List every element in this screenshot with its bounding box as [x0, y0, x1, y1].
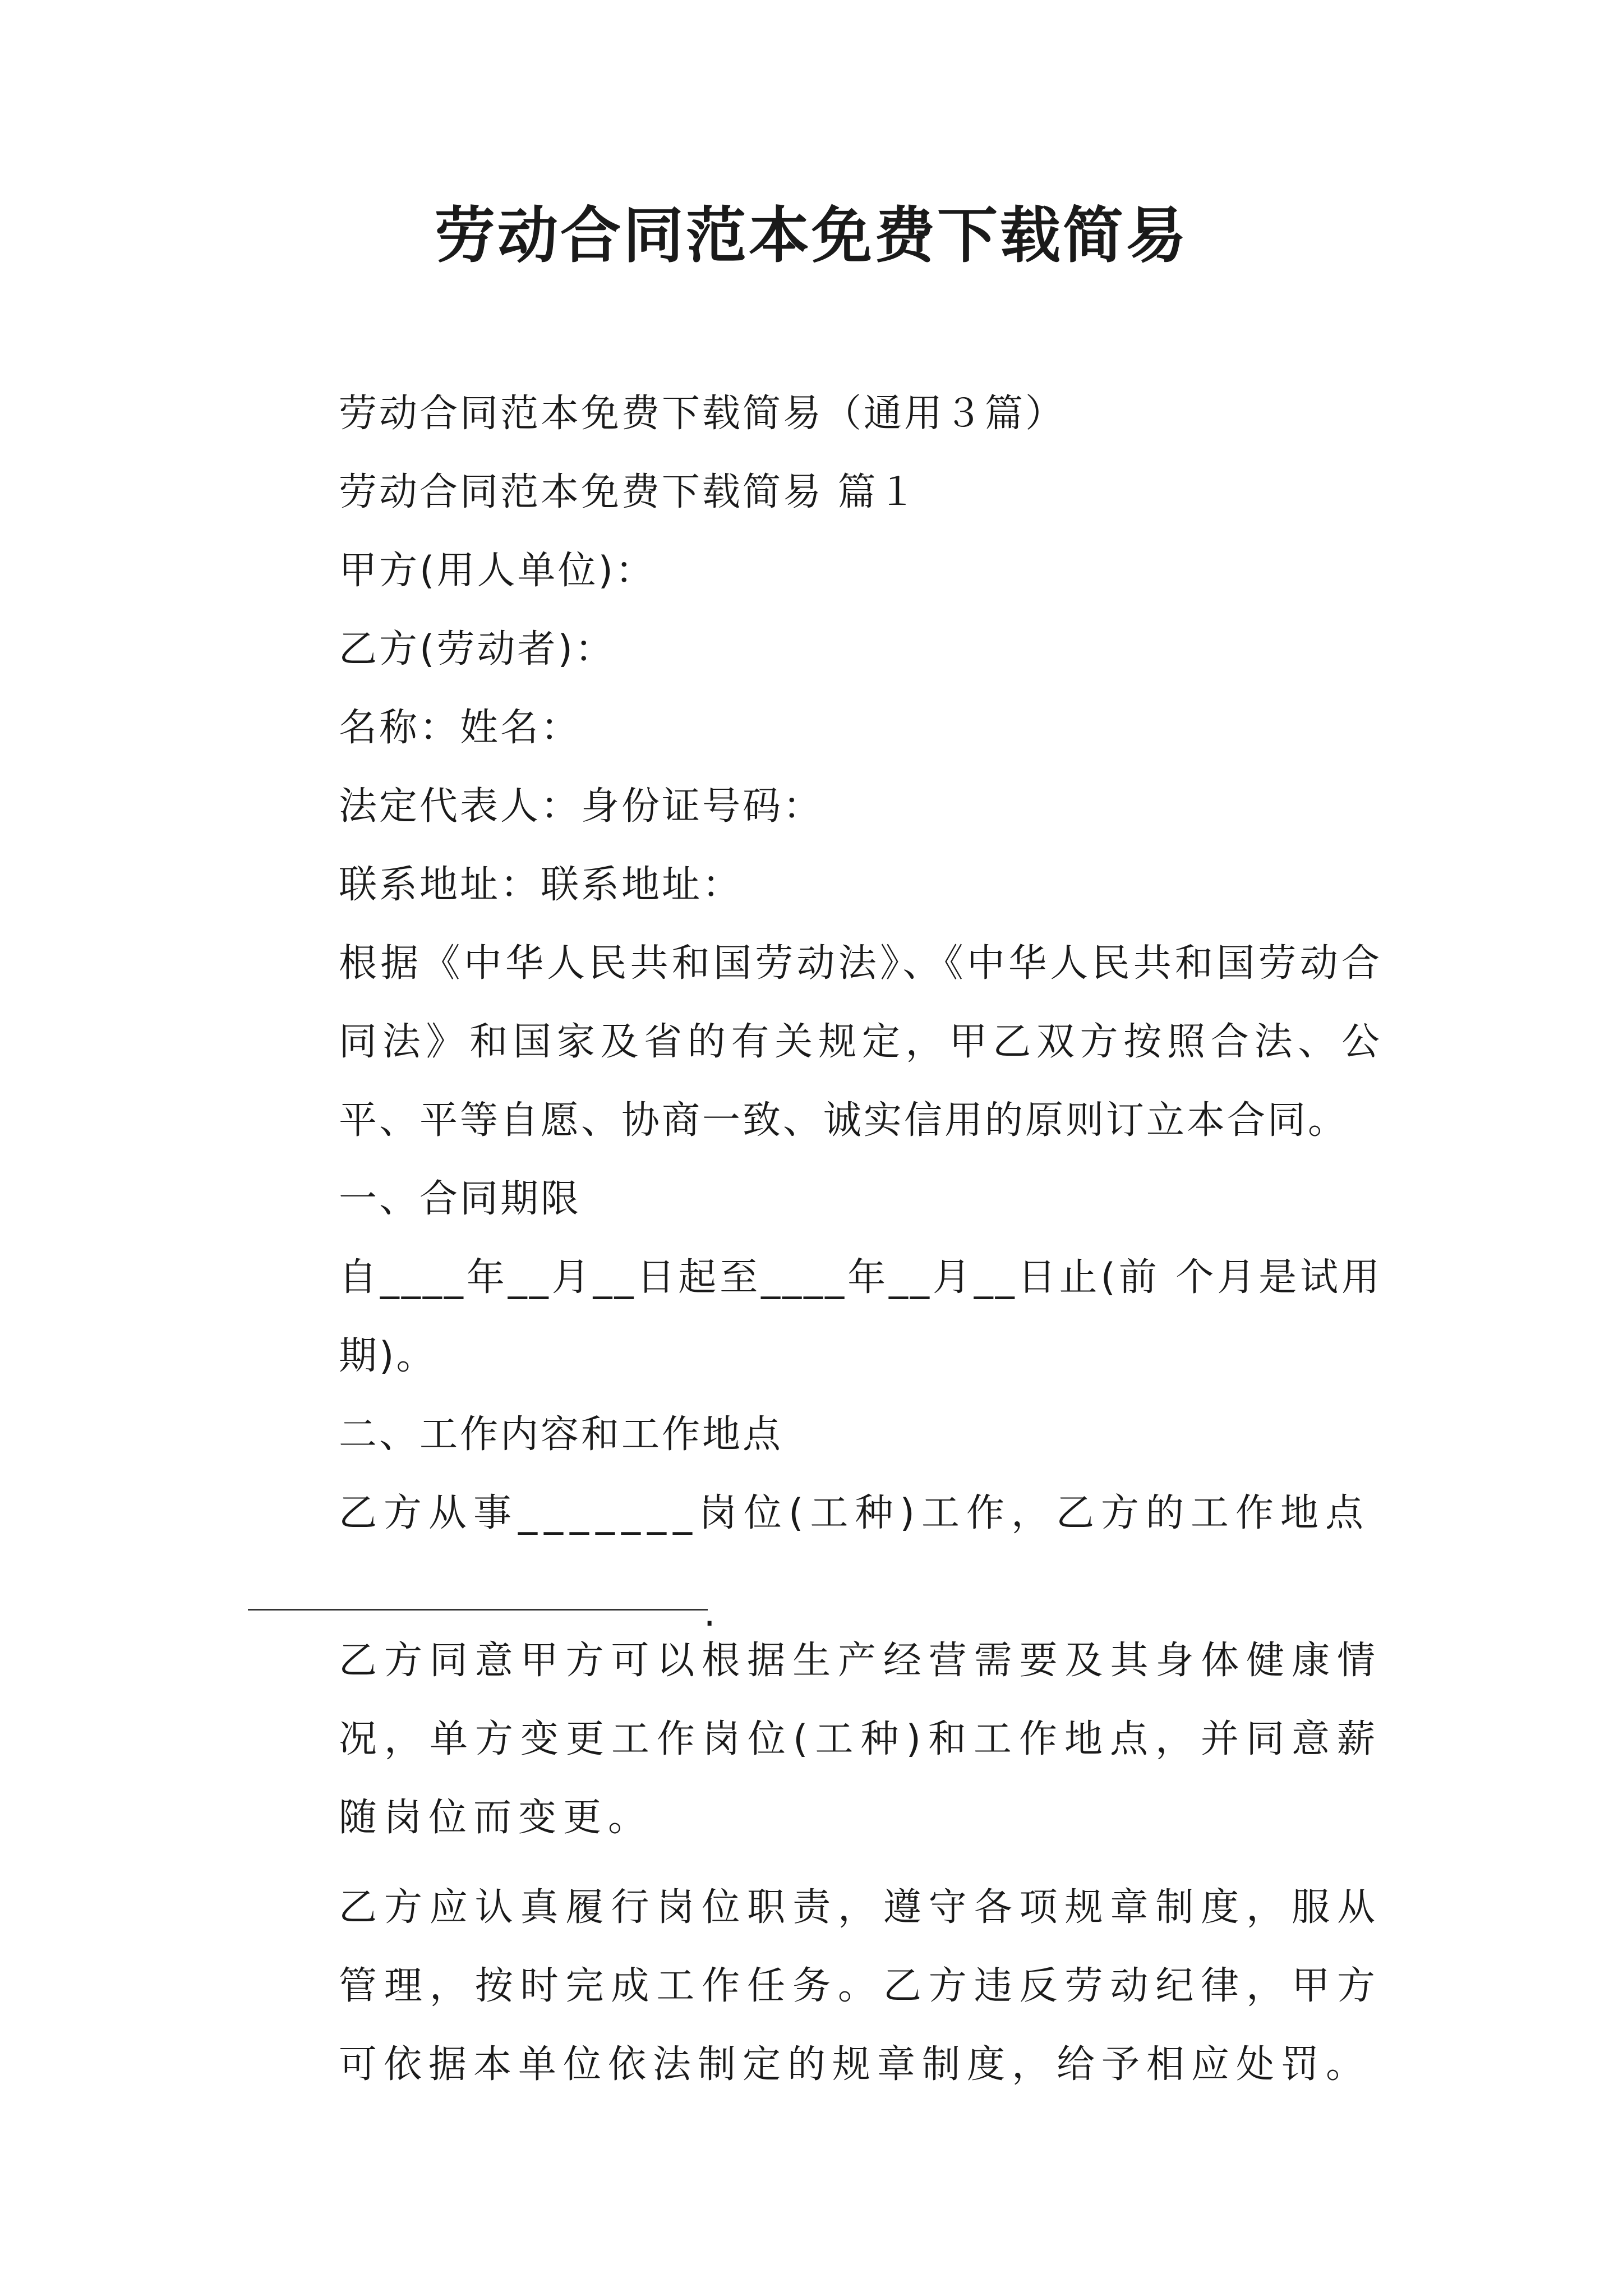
work-location-blank — [248, 1591, 718, 1635]
paragraph-position-change: 乙方同意甲方可以根据生产经营需要及其身体健康情况，单方变更工作岗位(工种)和工作地点，并同意薪随岗位而变更。 — [339, 1639, 1382, 1840]
paragraph-duties: 乙方应认真履行岗位职责，遵守各项规章制度，服从管理，按时完成工作任务。乙方违反劳动纪律，甲方可依据本单位依法制定的规章制度，给予相应处罚。 — [339, 1885, 1382, 2087]
paragraph-work-position: 乙方从事_______岗位(工种)工作，乙方的工作地点 — [339, 1491, 1371, 1535]
paragraph-party-a: 甲方(用人单位)： — [339, 549, 656, 593]
document-body — [248, 375, 1382, 2104]
heading-work-content: 二、工作内容和工作地点 — [339, 1412, 783, 1457]
paragraph-contract-term: 自____年__月__日起至____年__月__日止(前 个月是试用期)。 — [339, 1255, 1382, 1378]
paragraph-representative-fields: 法定代表人：身份证号码： — [339, 784, 824, 829]
paragraph-subtitle: 劳动合同范本免费下载简易（通用３篇） — [339, 392, 1066, 436]
paragraph-legal-basis: 根据《中华人民共和国劳动法》、《中华人民共和国劳动合同法》和国家及省的有关规定，甲乙双方按照合法、公平、平等自愿、协商一致、诚实信用的原则订立本合同。 — [339, 941, 1382, 1143]
paragraph-address-fields: 联系地址：联系地址： — [339, 863, 743, 907]
document-title: 劳动合同范本免费下载简易 — [434, 200, 1188, 271]
paragraph-section-heading: 劳动合同范本免费下载简易 篇１ — [339, 470, 919, 514]
work-location-period: . — [703, 1591, 718, 1635]
paragraph-name-fields: 名称：姓名： — [339, 706, 582, 750]
paragraph-party-b: 乙方(劳动者)： — [339, 627, 616, 671]
heading-contract-term: 一、合同期限 — [339, 1177, 582, 1221]
